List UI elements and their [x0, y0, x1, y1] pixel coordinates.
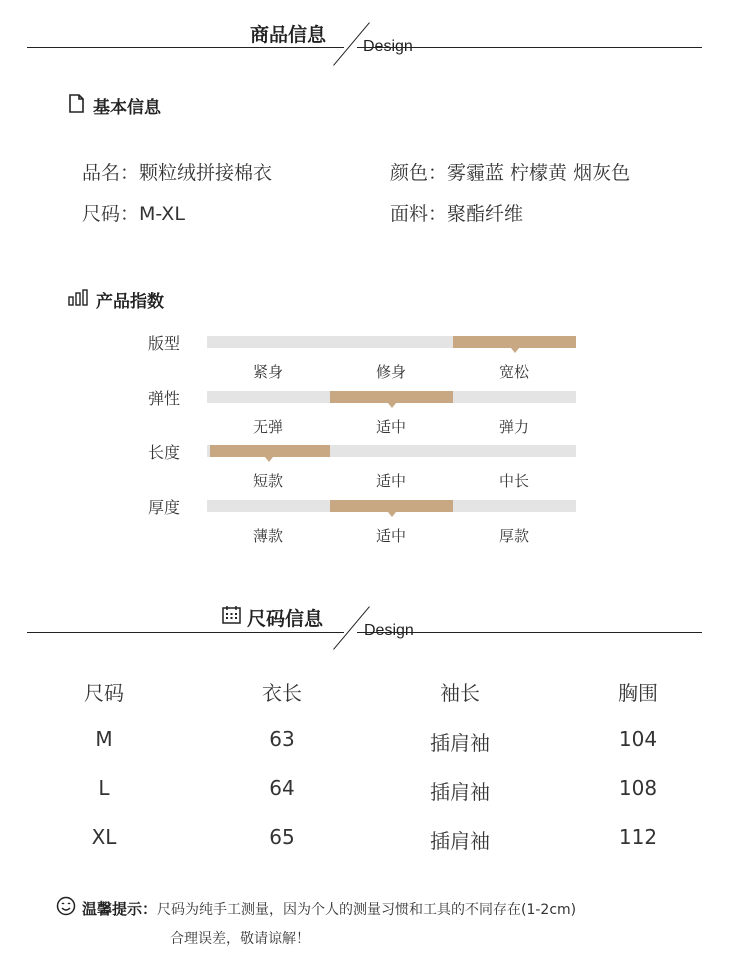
- size-table-cell: 104: [618, 727, 658, 751]
- index-tick-label: 中长: [498, 472, 529, 490]
- section-header-size-info: [0, 590, 750, 660]
- index-bar-selected-segment: [210, 445, 330, 457]
- size-table-cell: 65: [269, 825, 295, 849]
- index-tick-label: 适中: [375, 472, 406, 490]
- size-table-cell: 插肩袖: [430, 829, 490, 853]
- index-tick-label: 修身: [375, 363, 406, 381]
- index-tick-label: 适中: [375, 527, 406, 545]
- header-design-word: Design: [363, 38, 413, 55]
- index-tick-label: 适中: [375, 418, 406, 436]
- size-table-cell: M: [95, 727, 113, 751]
- index-bar-selected-segment: [453, 336, 576, 348]
- basic-info-title-text: 基本信息: [93, 98, 161, 118]
- product-index-title-text: 产品指数: [96, 292, 164, 312]
- header-line-left: [27, 632, 344, 633]
- product-material: 面料：聚酯纤维: [390, 203, 524, 225]
- index-row-label: 厚度: [148, 498, 181, 517]
- header-design-word: Design: [364, 622, 414, 639]
- header-line-left: [27, 47, 344, 48]
- index-row-label: 版型: [148, 334, 181, 353]
- product-colors: 颜色：雾霾蓝 柠檬黄 烟灰色: [390, 162, 631, 184]
- bar-chart-icon: [68, 289, 96, 311]
- tip-line-1: 尺码为纯手工测量，因为个人的测量习惯和工具的不同存在(1-2cm): [157, 901, 577, 918]
- index-tick-label: 薄款: [252, 527, 283, 545]
- index-bar: [207, 336, 576, 348]
- index-bar-pointer: [388, 403, 396, 408]
- index-bar: [207, 445, 576, 457]
- index-bar-pointer: [511, 348, 519, 353]
- tip-block: [56, 896, 736, 948]
- size-table-cell: 插肩袖: [430, 780, 490, 804]
- index-bar-pointer: [388, 512, 396, 517]
- size-table-header-cell: 袖长: [440, 681, 480, 705]
- size-table-header-cell: 衣长: [262, 681, 302, 705]
- index-row-label: 弹性: [148, 389, 181, 408]
- size-table-cell: 112: [618, 825, 658, 849]
- product-name: 品名：颗粒绒拼接棉衣: [82, 162, 273, 184]
- product-index-title: [68, 287, 164, 312]
- size-table-header-cell: 尺码: [84, 681, 124, 705]
- index-bar: [207, 500, 576, 512]
- index-bar-selected-segment: [330, 391, 453, 403]
- product-size-range: 尺码：M-XL: [82, 203, 185, 225]
- index-tick-label: 短款: [252, 472, 283, 490]
- section-header-product-info: [0, 0, 750, 80]
- basic-info-title: [68, 93, 161, 118]
- smiley-icon: [56, 896, 76, 920]
- index-bar: [207, 391, 576, 403]
- index-bar-selected-segment: [330, 500, 453, 512]
- index-tick-label: 厚款: [498, 527, 529, 545]
- tip-label: 温馨提示：: [82, 899, 158, 918]
- header-title: [222, 604, 323, 631]
- index-row-label: 长度: [148, 443, 181, 462]
- document-icon: [68, 94, 93, 118]
- index-tick-label: 紧身: [252, 363, 283, 381]
- size-table-cell: L: [98, 776, 110, 800]
- calendar-icon: [222, 606, 241, 629]
- index-tick-label: 无弹: [252, 418, 283, 436]
- size-table-cell: 108: [618, 776, 658, 800]
- size-table-cell: XL: [91, 825, 117, 849]
- index-tick-label: 宽松: [498, 363, 529, 381]
- size-table-header-cell: 胸围: [618, 681, 658, 705]
- size-table-cell: 64: [269, 776, 295, 800]
- header-title: 商品信息: [250, 24, 327, 46]
- size-table-cell: 插肩袖: [430, 731, 490, 755]
- size-table-cell: 63: [269, 727, 295, 751]
- index-bar-pointer: [265, 457, 273, 462]
- index-tick-label: 弹力: [498, 418, 529, 436]
- tip-line-2: 合理误差，敬请谅解！: [170, 931, 310, 947]
- size-info-title-text: 尺码信息: [247, 608, 324, 630]
